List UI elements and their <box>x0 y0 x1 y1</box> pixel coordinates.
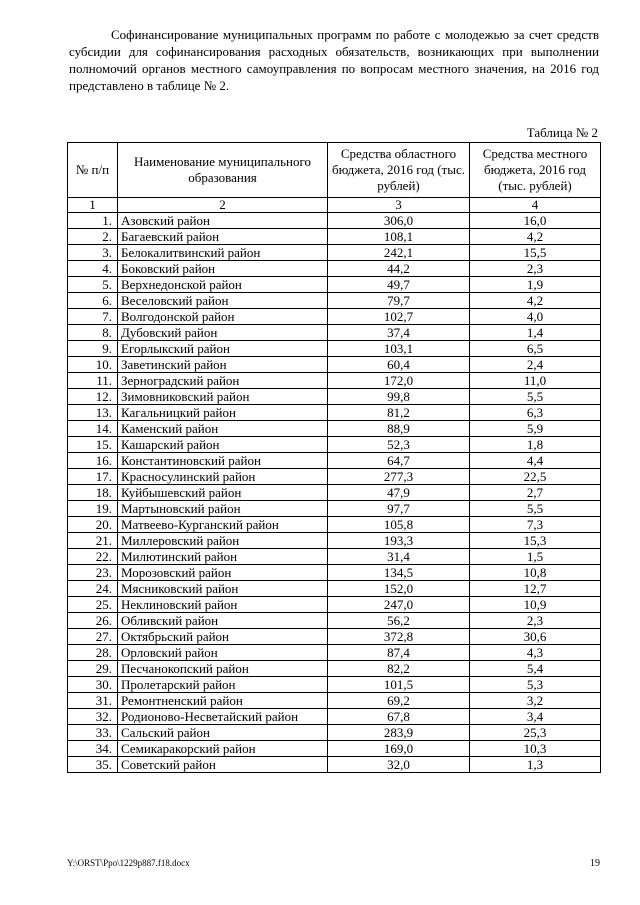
table-row <box>68 229 601 245</box>
local-budget-value: 1,5 <box>470 549 601 565</box>
table-row <box>68 261 601 277</box>
district-name: Азовский район <box>118 213 328 229</box>
row-number: 19. <box>68 501 118 517</box>
table-row <box>68 613 601 629</box>
regional-budget-value: 247,0 <box>328 597 470 613</box>
regional-budget-value: 283,9 <box>328 725 470 741</box>
regional-budget-value: 88,9 <box>328 421 470 437</box>
table-row <box>68 357 601 373</box>
funding-table <box>67 142 601 773</box>
table-row <box>68 389 601 405</box>
intro-paragraph: Софинансирование муниципальных программ по работе с молодежью за счет средств субсидии для софинансирования расходных обязательств, возникающих при выполнении полномочий органов местного самоуправления по вопросам местного значения, на 2016 год представлено в таблице № 2. <box>69 27 599 93</box>
local-budget-value: 4,0 <box>470 309 601 325</box>
header-local: Средства местного бюджета, 2016 год (тыс. рублей) <box>470 143 601 198</box>
column-number: 1 <box>68 198 118 213</box>
row-number: 29. <box>68 661 118 677</box>
row-number: 24. <box>68 581 118 597</box>
row-number: 10. <box>68 357 118 373</box>
local-budget-value: 1,3 <box>470 757 601 773</box>
local-budget-value: 6,3 <box>470 405 601 421</box>
table-row <box>68 693 601 709</box>
table-row <box>68 533 601 549</box>
row-number: 34. <box>68 741 118 757</box>
regional-budget-value: 99,8 <box>328 389 470 405</box>
header-name: Наименование муниципального образования <box>118 143 328 198</box>
regional-budget-value: 49,7 <box>328 277 470 293</box>
district-name: Сальский район <box>118 725 328 741</box>
row-number: 22. <box>68 549 118 565</box>
table-caption: Таблица № 2 <box>526 125 598 140</box>
district-name: Зерноградский район <box>118 373 328 389</box>
district-name: Куйбышевский район <box>118 485 328 501</box>
local-budget-value: 10,9 <box>470 597 601 613</box>
district-name: Морозовский район <box>118 565 328 581</box>
table-row <box>68 405 601 421</box>
table-row <box>68 373 601 389</box>
row-number: 14. <box>68 421 118 437</box>
district-name: Верхнедонской район <box>118 277 328 293</box>
district-name: Веселовский район <box>118 293 328 309</box>
local-budget-value: 15,3 <box>470 533 601 549</box>
table-row <box>68 629 601 645</box>
header-num: № п/п <box>68 143 118 198</box>
district-name: Песчанокопский район <box>118 661 328 677</box>
table-row <box>68 245 601 261</box>
table-row <box>68 517 601 533</box>
row-number: 2. <box>68 229 118 245</box>
row-number: 5. <box>68 277 118 293</box>
district-name: Миллеровский район <box>118 533 328 549</box>
column-number: 2 <box>118 198 328 213</box>
row-number: 32. <box>68 709 118 725</box>
local-budget-value: 10,8 <box>470 565 601 581</box>
local-budget-value: 4,2 <box>470 229 601 245</box>
district-name: Кагальницкий район <box>118 405 328 421</box>
local-budget-value: 22,5 <box>470 469 601 485</box>
regional-budget-value: 102,7 <box>328 309 470 325</box>
regional-budget-value: 44,2 <box>328 261 470 277</box>
local-budget-value: 6,5 <box>470 341 601 357</box>
regional-budget-value: 47,9 <box>328 485 470 501</box>
regional-budget-value: 105,8 <box>328 517 470 533</box>
district-name: Матвеево-Курганский район <box>118 517 328 533</box>
table-row <box>68 549 601 565</box>
regional-budget-value: 87,4 <box>328 645 470 661</box>
district-name: Боковский район <box>118 261 328 277</box>
local-budget-value: 3,2 <box>470 693 601 709</box>
local-budget-value: 30,6 <box>470 629 601 645</box>
table-row <box>68 437 601 453</box>
district-name: Каменский район <box>118 421 328 437</box>
regional-budget-value: 60,4 <box>328 357 470 373</box>
regional-budget-value: 67,8 <box>328 709 470 725</box>
district-name: Мартыновский район <box>118 501 328 517</box>
table-row <box>68 725 601 741</box>
district-name: Дубовский район <box>118 325 328 341</box>
table-row <box>68 741 601 757</box>
row-number: 35. <box>68 757 118 773</box>
local-budget-value: 15,5 <box>470 245 601 261</box>
row-number: 11. <box>68 373 118 389</box>
district-name: Семикаракорский район <box>118 741 328 757</box>
regional-budget-value: 81,2 <box>328 405 470 421</box>
district-name: Родионово-Несветайский район <box>118 709 328 725</box>
table-body <box>68 213 601 773</box>
row-number: 6. <box>68 293 118 309</box>
local-budget-value: 4,2 <box>470 293 601 309</box>
district-name: Егорлыкский район <box>118 341 328 357</box>
row-number: 31. <box>68 693 118 709</box>
regional-budget-value: 79,7 <box>328 293 470 309</box>
row-number: 20. <box>68 517 118 533</box>
table-row <box>68 341 601 357</box>
district-name: Ремонтненский район <box>118 693 328 709</box>
district-name: Зимовниковский район <box>118 389 328 405</box>
regional-budget-value: 97,7 <box>328 501 470 517</box>
regional-budget-value: 103,1 <box>328 341 470 357</box>
header-regional: Средства областного бюджета, 2016 год (тыс. рублей) <box>328 143 470 198</box>
district-name: Милютинский район <box>118 549 328 565</box>
regional-budget-value: 32,0 <box>328 757 470 773</box>
row-number: 9. <box>68 341 118 357</box>
regional-budget-value: 134,5 <box>328 565 470 581</box>
table-row <box>68 501 601 517</box>
table-row <box>68 709 601 725</box>
local-budget-value: 2,3 <box>470 261 601 277</box>
table-row <box>68 293 601 309</box>
row-number: 13. <box>68 405 118 421</box>
district-name: Волгодонской район <box>118 309 328 325</box>
local-budget-value: 10,3 <box>470 741 601 757</box>
regional-budget-value: 169,0 <box>328 741 470 757</box>
regional-budget-value: 193,3 <box>328 533 470 549</box>
local-budget-value: 1,4 <box>470 325 601 341</box>
district-name: Заветинский район <box>118 357 328 373</box>
local-budget-value: 4,4 <box>470 453 601 469</box>
row-number: 21. <box>68 533 118 549</box>
row-number: 7. <box>68 309 118 325</box>
district-name: Октябрьский район <box>118 629 328 645</box>
district-name: Советский район <box>118 757 328 773</box>
local-budget-value: 2,7 <box>470 485 601 501</box>
row-number: 8. <box>68 325 118 341</box>
local-budget-value: 7,3 <box>470 517 601 533</box>
district-name: Неклиновский район <box>118 597 328 613</box>
table-row <box>68 757 601 773</box>
row-number: 23. <box>68 565 118 581</box>
table-row <box>68 565 601 581</box>
local-budget-value: 5,9 <box>470 421 601 437</box>
regional-budget-value: 108,1 <box>328 229 470 245</box>
table-row <box>68 309 601 325</box>
row-number: 15. <box>68 437 118 453</box>
row-number: 16. <box>68 453 118 469</box>
table-row <box>68 485 601 501</box>
local-budget-value: 5,3 <box>470 677 601 693</box>
table-row <box>68 325 601 341</box>
district-name: Белокалитвинский район <box>118 245 328 261</box>
regional-budget-value: 277,3 <box>328 469 470 485</box>
local-budget-value: 25,3 <box>470 725 601 741</box>
regional-budget-value: 82,2 <box>328 661 470 677</box>
table-row <box>68 661 601 677</box>
table-row <box>68 469 601 485</box>
district-name: Орловский район <box>118 645 328 661</box>
district-name: Мясниковский район <box>118 581 328 597</box>
local-budget-value: 16,0 <box>470 213 601 229</box>
regional-budget-value: 69,2 <box>328 693 470 709</box>
regional-budget-value: 31,4 <box>328 549 470 565</box>
table-row <box>68 645 601 661</box>
regional-budget-value: 306,0 <box>328 213 470 229</box>
regional-budget-value: 37,4 <box>328 325 470 341</box>
table-row <box>68 277 601 293</box>
row-number: 26. <box>68 613 118 629</box>
row-number: 4. <box>68 261 118 277</box>
local-budget-value: 2,3 <box>470 613 601 629</box>
regional-budget-value: 101,5 <box>328 677 470 693</box>
row-number: 18. <box>68 485 118 501</box>
row-number: 28. <box>68 645 118 661</box>
table-row <box>68 677 601 693</box>
footer-page-number: 19 <box>590 858 600 869</box>
regional-budget-value: 64,7 <box>328 453 470 469</box>
regional-budget-value: 56,2 <box>328 613 470 629</box>
table-row <box>68 581 601 597</box>
row-number: 30. <box>68 677 118 693</box>
district-name: Пролетарский район <box>118 677 328 693</box>
column-number: 3 <box>328 198 470 213</box>
row-number: 1. <box>68 213 118 229</box>
table-row <box>68 597 601 613</box>
local-budget-value: 4,3 <box>470 645 601 661</box>
district-name: Багаевский район <box>118 229 328 245</box>
local-budget-value: 1,8 <box>470 437 601 453</box>
row-number: 25. <box>68 597 118 613</box>
district-name: Константиновский район <box>118 453 328 469</box>
district-name: Кашарский район <box>118 437 328 453</box>
local-budget-value: 5,5 <box>470 389 601 405</box>
local-budget-value: 2,4 <box>470 357 601 373</box>
local-budget-value: 12,7 <box>470 581 601 597</box>
local-budget-value: 3,4 <box>470 709 601 725</box>
table-row <box>68 421 601 437</box>
district-name: Обливский район <box>118 613 328 629</box>
regional-budget-value: 242,1 <box>328 245 470 261</box>
local-budget-value: 11,0 <box>470 373 601 389</box>
row-number: 12. <box>68 389 118 405</box>
regional-budget-value: 152,0 <box>328 581 470 597</box>
column-number-row <box>68 198 601 213</box>
footer-file-path: Y:\ORST\Ppo\1229p887.f18.docx <box>67 858 190 868</box>
local-budget-value: 1,9 <box>470 277 601 293</box>
local-budget-value: 5,4 <box>470 661 601 677</box>
row-number: 17. <box>68 469 118 485</box>
regional-budget-value: 52,3 <box>328 437 470 453</box>
column-number: 4 <box>470 198 601 213</box>
district-name: Красносулинский район <box>118 469 328 485</box>
table-header-row <box>68 143 601 198</box>
table-row <box>68 213 601 229</box>
regional-budget-value: 372,8 <box>328 629 470 645</box>
regional-budget-value: 172,0 <box>328 373 470 389</box>
row-number: 3. <box>68 245 118 261</box>
row-number: 27. <box>68 629 118 645</box>
row-number: 33. <box>68 725 118 741</box>
table-row <box>68 453 601 469</box>
local-budget-value: 5,5 <box>470 501 601 517</box>
